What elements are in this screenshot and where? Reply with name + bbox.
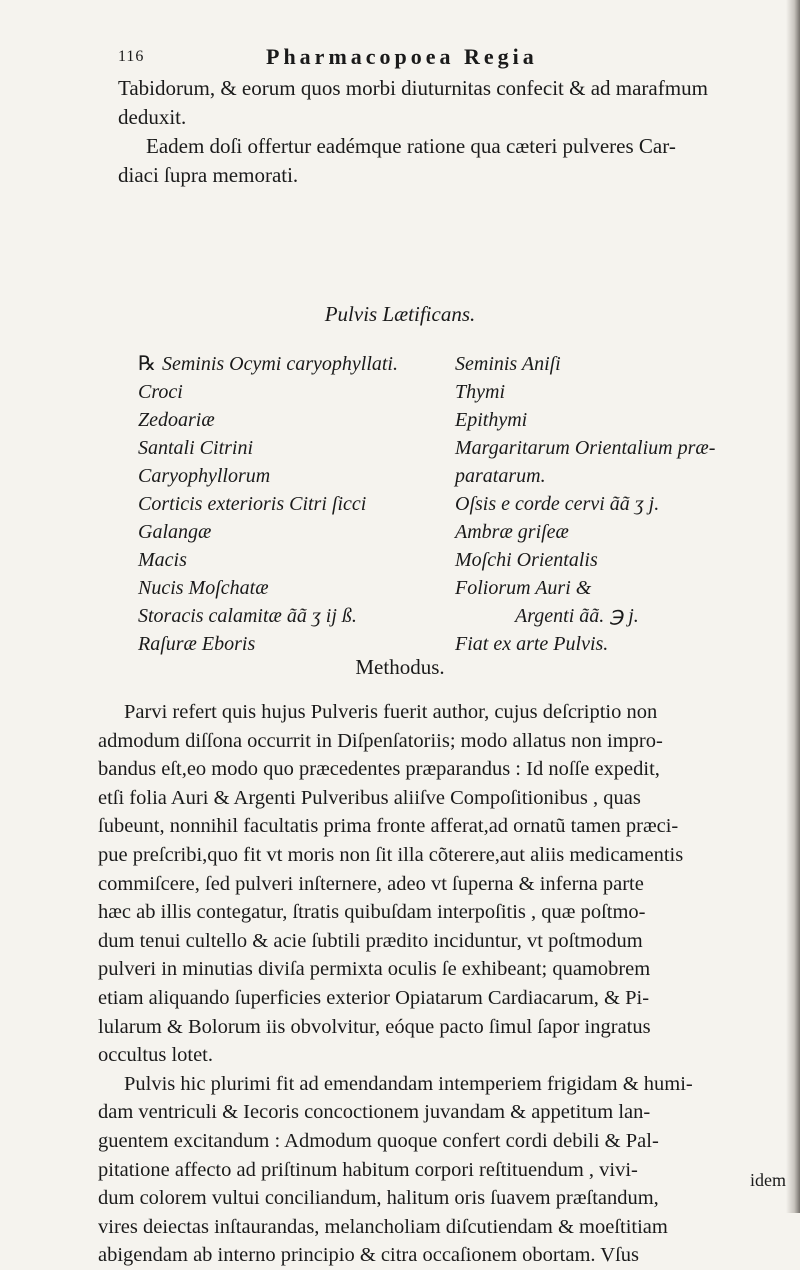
ingredient-line: Corticis exterioris Citri ſicci — [138, 493, 367, 515]
catchword: idem — [750, 1170, 786, 1190]
body-line: lularum & Bolorum iis obvolvitur, eóque pacto ſimul ſapor ingratus — [98, 1015, 651, 1038]
ingredient-line: Thymi — [455, 381, 505, 403]
ingredient-line: ℞ Seminis Ocymi caryophyllati. — [138, 353, 398, 375]
recipe-ingredients-right — [455, 350, 775, 658]
body-line: pue preſcribi,quo fit vt moris non ſit illa cõterere,aut aliis medicamentis — [98, 843, 684, 866]
ingredient-line: Ambræ griſeæ — [455, 521, 569, 543]
body-line: guentem excitandum : Admodum quoque confert cordi debili & Pal- — [98, 1129, 659, 1152]
body-line: occultus lotet. — [98, 1044, 214, 1067]
body-line: vires deiectas inſtaurandas, melancholiam diſcutiendam & moeſtitiam — [98, 1215, 668, 1238]
ingredient-line: Storacis calamitæ ãã ʒ ij ß. — [138, 605, 357, 627]
recipe-title: Pulvis Lætificans. — [324, 302, 476, 326]
body-line: ſubeunt, nonnihil facultatis prima fronte afferat,ad ornatũ tamen præci- — [98, 815, 679, 838]
body-line: dum colorem vultui conciliandum, halitum oris ſuavem præſtandum, — [98, 1187, 659, 1210]
running-title: Pharmacopoea Regia — [266, 44, 538, 69]
body-line: dum tenui cultello & acie ſubtili prædito inciduntur, vt poſtmodum — [98, 929, 643, 952]
body-line: pitatione affecto ad priſtinum habitum corpori reſtituendum , vivi- — [98, 1158, 638, 1181]
body-line: dam ventriculi & Iecoris concoctionem juvandam & appetitum lan- — [98, 1101, 651, 1124]
intro-line: Tabidorum, & eorum quos morbi diuturnitas confecit & ad marafmum — [118, 76, 708, 100]
ingredient-line: Argenti ãã. ℈ j. — [515, 605, 639, 627]
body-line: Parvi refert quis hujus Pulveris fuerit author, cujus deſcriptio non — [124, 701, 658, 723]
ingredient-line: Raſuræ Eboris — [138, 633, 256, 655]
body-line: etiam aliquando ſuperficies exterior Opiatarum Cardiacarum, & Pi- — [98, 986, 650, 1009]
ingredient-line: Croci — [138, 381, 183, 403]
recipe-symbol: ℞ — [138, 353, 156, 375]
body-line: commiſcere, ſed pulveri inſternere, adeo vt ſuperna & inferna parte — [98, 872, 644, 895]
body-line: Pulvis hic plurimi fit ad emendandam intemperiem frigidam & humi- — [124, 1072, 693, 1095]
method-body — [98, 698, 763, 1270]
ingredient-line: Foliorum Auri & — [455, 577, 592, 599]
ingredient-line: Caryophyllorum — [138, 465, 271, 487]
ingredient-line: Nucis Moſchatæ — [138, 577, 269, 599]
body-line: hæc ab illis contegatur, ſtratis quibuſdam interpoſitis , quæ poſtmo- — [98, 901, 646, 924]
ingredient-line: Zedoariæ — [138, 409, 215, 431]
ingredient-line: Epithymi — [455, 409, 528, 431]
body-line: admodum diſſona occurrit in Diſpenſatoriis; modo allatus non impro- — [98, 729, 663, 752]
page-edge-shadow — [786, 0, 800, 1213]
method-heading: Methodus. — [355, 655, 445, 679]
running-header — [118, 44, 678, 76]
ingredient-line: Santali Citrini — [138, 437, 254, 459]
ingredient-line: Margaritarum Orientalium præ- — [455, 437, 716, 459]
ingredient-line: Macis — [138, 549, 187, 571]
ingredient-line: paratarum. — [455, 465, 546, 487]
recipe-ingredients-left — [138, 350, 438, 658]
body-line: etſi folia Auri & Argenti Pulveribus aliiſve Compoſitionibus , quas — [98, 786, 641, 809]
ingredient-line: Moſchi Orientalis — [455, 549, 598, 571]
ingredient-line: Galangæ — [138, 521, 212, 543]
ingredient-line: Oſsis e corde cervi ãã ʒ j. — [455, 493, 660, 515]
body-line: abigendam ab interno principio & citra occaſionem obortam. Vſus — [98, 1244, 640, 1267]
page-number: 116 — [118, 48, 145, 65]
intro-line: deduxit. — [118, 105, 187, 129]
body-line: bandus eſt,eo modo quo præcedentes præparandus : Id noſſe expedit, — [98, 758, 660, 781]
ingredient-line: Fiat ex arte Pulvis. — [455, 633, 609, 655]
intro-line: diaci ſupra memorati. — [118, 163, 299, 187]
intro-paragraph — [118, 74, 758, 190]
ingredient-line: Seminis Aniſi — [455, 353, 561, 375]
body-line: pulveri in minutias diviſa permixta oculis ſe exhibeant; quamobrem — [98, 958, 651, 981]
intro-line: Eadem doſi offertur eadémque ratione qua cæteri pulveres Car- — [146, 134, 676, 158]
